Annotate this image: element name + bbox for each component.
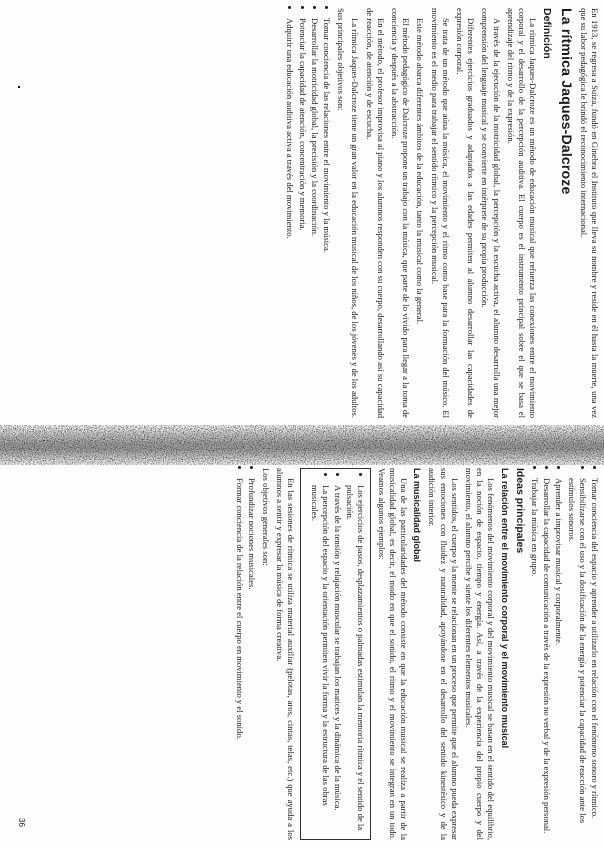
list-item: • Adquirir una educación auditiva activa a través del movimiento. [284,18,295,418]
paragraph: En las sesiones de rítmica se utiliza material auxiliar (pelotas, aros, cintas, telas, etc.) que ayuda a los alumnos a sentir y expresar la música de forma creativa. [275,468,297,840]
list-item: • Los ejercicios de pasos, desplazamientos o palmadas estimulan la memoria rítmica y el sentido de la pulsación. [344,485,366,833]
paragraph: Los sentidos, el cuerpo y la mente se relacionan en un proceso que permite que el alumno pueda expresar sus emociones con fluidez y naturalidad, apoyándose en el desarrollo del sentido kinestésico y de la audición interior. [427,468,460,840]
scan-gutter-shadow [0,425,604,465]
list-item: • Potenciar la capacidad de atención, concentración y memoria. [296,18,307,418]
list-item: • Tomar conciencia de las relaciones entre el movimiento y la música. [321,18,332,418]
paragraph: Los fenómenos del movimiento corporal y del movimiento musical se basan en el sentido del equilibrio, en la noción de espacio, tiempo y energía. Así, a través de la experiencia del propio cuerpo y del movimiento, el alumno percibe y siente los diferentes elementos musicales. [463,468,497,840]
list-item: • Aprender a improvisar musical y corporalmente. [553,478,564,840]
paragraph: Este método abarca diferentes ámbitos de la educación, tanto la musical como la general. [415,18,426,325]
list-item: • Sensibilizarse con el uso y la dosificación de la energía y potenciar la capacidad de reacción ante los estímulos sonoros. [565,478,587,840]
top-page [281,8,600,418]
framed-examples-box [300,468,371,840]
list-item: • Tomar conciencia del espacio y aprender a utilizarlo en relación con el fenómeno sonoro y rítmico. [589,478,600,840]
paragraph: En el método, el profesor improvisa al piano y los alumnos responden con su cuerpo, desarrollando así su capacidad de reacción, de atención y de escucha. [364,8,386,418]
list-item: • Desarrollar la capacidad de comunicación a través de la expresión no verbal y de la expresión personal. [541,478,552,840]
margin-mark [18,86,20,88]
paragraph: A través de la ejecución de la motricidad global, la percepción y la escucha activa, el alumno desarrolla una mejor comprensión del lenguaje musical y se convierte en intérprete de su propia producción. [480,8,502,418]
subsection-heading: La relación entre el movimiento corporal y el movimiento musical [499,468,510,749]
objectives-intro: Los objetivos generales son: [260,468,271,566]
section-heading-definition: Definición [541,8,554,59]
examples-list [308,475,366,833]
chapter-title: La rítmica Jaques-Dalcroze [558,8,575,195]
goals-list [284,8,332,418]
paragraph: Se trata de un método que aúna la música, el movimiento y el ritmo como base para la formación del músico. El movimiento es el medio para trabajar el sentido rítmico y la percepción musical. [429,8,451,418]
list-intro: Sus principales objetivos son: [336,8,347,111]
bullets-top-list [529,468,600,840]
list-item: • Formar conciencia de la relación entre el cuerpo en movimiento y el sonido. [233,478,244,840]
list-item: • Trabajar la música en grupo. [529,478,540,840]
paragraph: El método pedagógico de Dalcroze propone un trabajo con la música, que parte de lo vivido para llegar a la toma de conciencia y después a la abstracción. [389,8,412,418]
list-item: • Desarrollar la motricidad global, la precisión y la coordinación. [309,18,320,418]
intro-paragraph: En 1913, se regresa a Suiza, fundó en Ginebra el Instituto que lleva su nombre y reside en él hasta la muerte, una vez que su labor pedagógica le brindó el reconocimiento internacional. [578,8,600,418]
paragraph: La rítmica Jaques-Dalcroze tiene un gran valor en la educación musical de los niños, de los jóvenes y de los adultos. [350,18,361,418]
paragraph: Una de las particularidades del método consiste en que la educación musical se realiza a partir de la musicalidad global, es decir, el modo en que el sonido, el ritmo y el movimiento se integran en un todo. Veamos algunos ejemplos: [376,468,409,840]
objectives-list [233,468,256,840]
list-item: • Profundizar nociones musicales. [246,478,257,840]
paragraph: La rítmica Jaques-Dalcroze es un método de educación musical que refuerza las conexiones entre el movimiento corporal y el desarrollo de la percepción auditiva. El cuerpo es el instrumento principal sobre el que se basa el aprendizaje del ritmo y de la expresión. [505,8,539,418]
section-heading-ideas: Ideas principales [513,468,526,554]
bottom-page [230,468,600,840]
list-item: • A través de la tensión y relajación muscular se trabajan los matices y la dinámica de la música. [332,485,343,833]
list-item: • La percepción del espacio y la orientación permiten vivir la forma y la estructura de las obras musicales. [308,485,330,833]
paragraph: Diferentes ejercicios graduados y adaptados a las edades permiten al alumno desarrollar las capacidades de expresión corporal. [454,8,477,418]
subsection-heading: La musicalidad global [412,468,423,563]
page-number: 36 [17,818,26,827]
